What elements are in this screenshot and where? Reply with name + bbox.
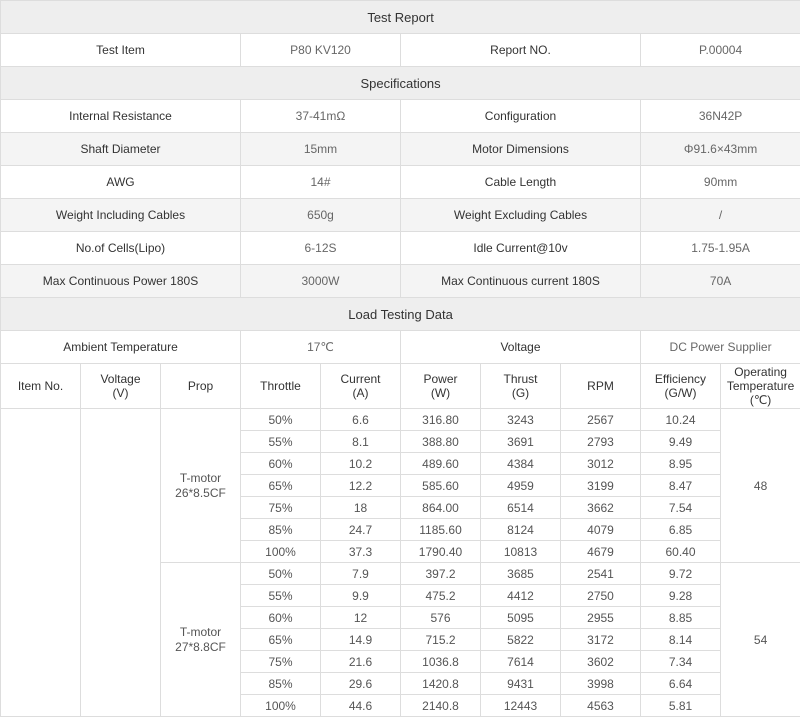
throttle-cell: 65% — [241, 475, 321, 497]
col-temperature-line: (℃) — [749, 393, 772, 407]
current-cell: 12.2 — [321, 475, 401, 497]
thrust-cell: 5822 — [481, 629, 561, 651]
throttle-cell: 50% — [241, 563, 321, 585]
prop-cell-line: T-motor — [179, 470, 222, 485]
power-cell: 397.2 — [401, 563, 481, 585]
col-voltage — [81, 364, 161, 409]
thrust-cell: 6514 — [481, 497, 561, 519]
col-temperature — [721, 364, 800, 409]
col-thrust-line: (G) — [511, 386, 530, 400]
prop-cell-line: 27*8.8CF — [175, 639, 226, 654]
col-power-line: (W) — [430, 386, 451, 400]
spec-row — [1, 166, 800, 199]
col-voltage-line: Voltage — [100, 372, 141, 386]
col-temperature-line: Operating — [734, 365, 787, 379]
rpm-cell: 4679 — [561, 541, 641, 563]
power-cell: 1790.40 — [401, 541, 481, 563]
rpm-cell: 2955 — [561, 607, 641, 629]
thrust-cell: 7614 — [481, 651, 561, 673]
rpm-cell: 3172 — [561, 629, 641, 651]
current-cell: 24.7 — [321, 519, 401, 541]
load-testing-title-row — [1, 298, 800, 331]
throttle-cell: 55% — [241, 585, 321, 607]
field-label: Configuration — [401, 100, 641, 133]
efficiency-cell: 7.54 — [641, 497, 721, 519]
thrust-cell: 3685 — [481, 563, 561, 585]
current-cell: 9.9 — [321, 585, 401, 607]
power-cell: 715.2 — [401, 629, 481, 651]
thrust-cell: 9431 — [481, 673, 561, 695]
current-cell: 37.3 — [321, 541, 401, 563]
col-power-line: Power — [423, 372, 458, 386]
field-label: Max Continuous current 180S — [401, 265, 641, 298]
efficiency-cell: 8.85 — [641, 607, 721, 629]
field-label: AWG — [1, 166, 241, 199]
throttle-cell: 60% — [241, 607, 321, 629]
col-temperature-line: Temperature — [726, 379, 795, 393]
rpm-cell: 2750 — [561, 585, 641, 607]
throttle-cell: 75% — [241, 651, 321, 673]
field-label: Max Continuous Power 180S — [1, 265, 241, 298]
field-label: Report NO. — [401, 34, 641, 67]
rpm-cell: 3602 — [561, 651, 641, 673]
field-value: P.00004 — [641, 34, 800, 67]
thrust-cell: 10813 — [481, 541, 561, 563]
throttle-cell: 65% — [241, 629, 321, 651]
current-cell: 14.9 — [321, 629, 401, 651]
field-label: No.of Cells(Lipo) — [1, 232, 241, 265]
field-value: 650g — [241, 199, 401, 232]
section-title: Specifications — [1, 67, 800, 100]
field-label: Weight Including Cables — [1, 199, 241, 232]
field-value: 1.75-1.95A — [641, 232, 800, 265]
item-no-cell — [1, 409, 81, 717]
field-label: Test Item — [1, 34, 241, 67]
field-label: Internal Resistance — [1, 100, 241, 133]
col-efficiency — [641, 364, 721, 409]
power-cell: 1420.8 — [401, 673, 481, 695]
power-cell: 1185.60 — [401, 519, 481, 541]
efficiency-cell: 9.49 — [641, 431, 721, 453]
current-cell: 10.2 — [321, 453, 401, 475]
col-throttle: Throttle — [241, 364, 321, 409]
field-value: 36N42P — [641, 100, 800, 133]
power-cell: 1036.8 — [401, 651, 481, 673]
power-cell: 585.60 — [401, 475, 481, 497]
power-cell: 864.00 — [401, 497, 481, 519]
voltage-cell — [81, 409, 161, 717]
field-value: 37-41mΩ — [241, 100, 401, 133]
field-value: 70A — [641, 265, 800, 298]
current-cell: 7.9 — [321, 563, 401, 585]
field-label: Weight Excluding Cables — [401, 199, 641, 232]
spec-row — [1, 100, 800, 133]
throttle-cell: 100% — [241, 695, 321, 717]
efficiency-cell: 8.14 — [641, 629, 721, 651]
rpm-cell: 4079 — [561, 519, 641, 541]
current-cell: 6.6 — [321, 409, 401, 431]
thrust-cell: 4384 — [481, 453, 561, 475]
data-row — [1, 409, 800, 431]
efficiency-cell: 9.28 — [641, 585, 721, 607]
field-value: 15mm — [241, 133, 401, 166]
field-value: 90mm — [641, 166, 800, 199]
prop-cell — [161, 409, 241, 563]
field-label: Voltage — [401, 331, 641, 364]
thrust-cell: 4959 — [481, 475, 561, 497]
col-current-line: Current — [340, 372, 381, 386]
thrust-cell: 3243 — [481, 409, 561, 431]
field-label: Cable Length — [401, 166, 641, 199]
thrust-cell: 8124 — [481, 519, 561, 541]
rpm-cell: 3662 — [561, 497, 641, 519]
power-cell: 316.80 — [401, 409, 481, 431]
efficiency-cell: 7.34 — [641, 651, 721, 673]
field-label: Idle Current@10v — [401, 232, 641, 265]
throttle-cell: 100% — [241, 541, 321, 563]
spec-row — [1, 265, 800, 298]
rpm-cell: 4563 — [561, 695, 641, 717]
report-title: Test Report — [1, 1, 800, 34]
field-value: 6-12S — [241, 232, 401, 265]
power-cell: 576 — [401, 607, 481, 629]
throttle-cell: 60% — [241, 453, 321, 475]
current-cell: 21.6 — [321, 651, 401, 673]
rpm-cell: 2567 — [561, 409, 641, 431]
throttle-cell: 85% — [241, 673, 321, 695]
col-current-line: (A) — [352, 386, 369, 400]
field-value: DC Power Supplier — [641, 331, 800, 364]
col-voltage-line: (V) — [112, 386, 129, 400]
col-thrust-line: Thrust — [503, 372, 538, 386]
efficiency-cell: 6.64 — [641, 673, 721, 695]
field-value: P80 KV120 — [241, 34, 401, 67]
field-label: Shaft Diameter — [1, 133, 241, 166]
field-value: 3000W — [241, 265, 401, 298]
prop-cell — [161, 563, 241, 717]
temperature-cell: 48 — [721, 409, 800, 563]
efficiency-cell: 5.81 — [641, 695, 721, 717]
rpm-cell: 3199 — [561, 475, 641, 497]
col-item-no: Item No. — [1, 364, 81, 409]
col-efficiency-line: Efficiency — [654, 372, 707, 386]
prop-cell-line: 26*8.5CF — [175, 485, 226, 500]
col-power — [401, 364, 481, 409]
spec-row — [1, 133, 800, 166]
field-value: 17℃ — [241, 331, 401, 364]
spec-row — [1, 199, 800, 232]
col-thrust — [481, 364, 561, 409]
current-cell: 12 — [321, 607, 401, 629]
spec-row — [1, 232, 800, 265]
section-title: Load Testing Data — [1, 298, 800, 331]
efficiency-cell: 6.85 — [641, 519, 721, 541]
report-title-row — [1, 1, 800, 34]
field-label: Ambient Temperature — [1, 331, 241, 364]
throttle-cell: 85% — [241, 519, 321, 541]
temperature-cell: 54 — [721, 563, 800, 717]
field-value: 14# — [241, 166, 401, 199]
col-prop: Prop — [161, 364, 241, 409]
col-current — [321, 364, 401, 409]
current-cell: 18 — [321, 497, 401, 519]
efficiency-cell: 9.72 — [641, 563, 721, 585]
current-cell: 44.6 — [321, 695, 401, 717]
thrust-cell: 5095 — [481, 607, 561, 629]
field-value: Φ91.6×43mm — [641, 133, 800, 166]
power-cell: 388.80 — [401, 431, 481, 453]
efficiency-cell: 8.47 — [641, 475, 721, 497]
thrust-cell: 12443 — [481, 695, 561, 717]
thrust-cell: 3691 — [481, 431, 561, 453]
power-cell: 2140.8 — [401, 695, 481, 717]
field-value: / — [641, 199, 800, 232]
info-row — [1, 34, 800, 67]
thrust-cell: 4412 — [481, 585, 561, 607]
efficiency-cell: 60.40 — [641, 541, 721, 563]
current-cell: 29.6 — [321, 673, 401, 695]
column-header-row — [1, 364, 800, 409]
efficiency-cell: 10.24 — [641, 409, 721, 431]
rpm-cell: 3012 — [561, 453, 641, 475]
power-cell: 489.60 — [401, 453, 481, 475]
specifications-title-row — [1, 67, 800, 100]
throttle-cell: 55% — [241, 431, 321, 453]
efficiency-cell: 8.95 — [641, 453, 721, 475]
throttle-cell: 75% — [241, 497, 321, 519]
throttle-cell: 50% — [241, 409, 321, 431]
prop-cell-line: T-motor — [179, 624, 222, 639]
field-label: Motor Dimensions — [401, 133, 641, 166]
power-cell: 475.2 — [401, 585, 481, 607]
col-efficiency-line: (G/W) — [664, 386, 697, 400]
ambient-row — [1, 331, 800, 364]
rpm-cell: 2541 — [561, 563, 641, 585]
col-rpm: RPM — [561, 364, 641, 409]
current-cell: 8.1 — [321, 431, 401, 453]
rpm-cell: 2793 — [561, 431, 641, 453]
rpm-cell: 3998 — [561, 673, 641, 695]
